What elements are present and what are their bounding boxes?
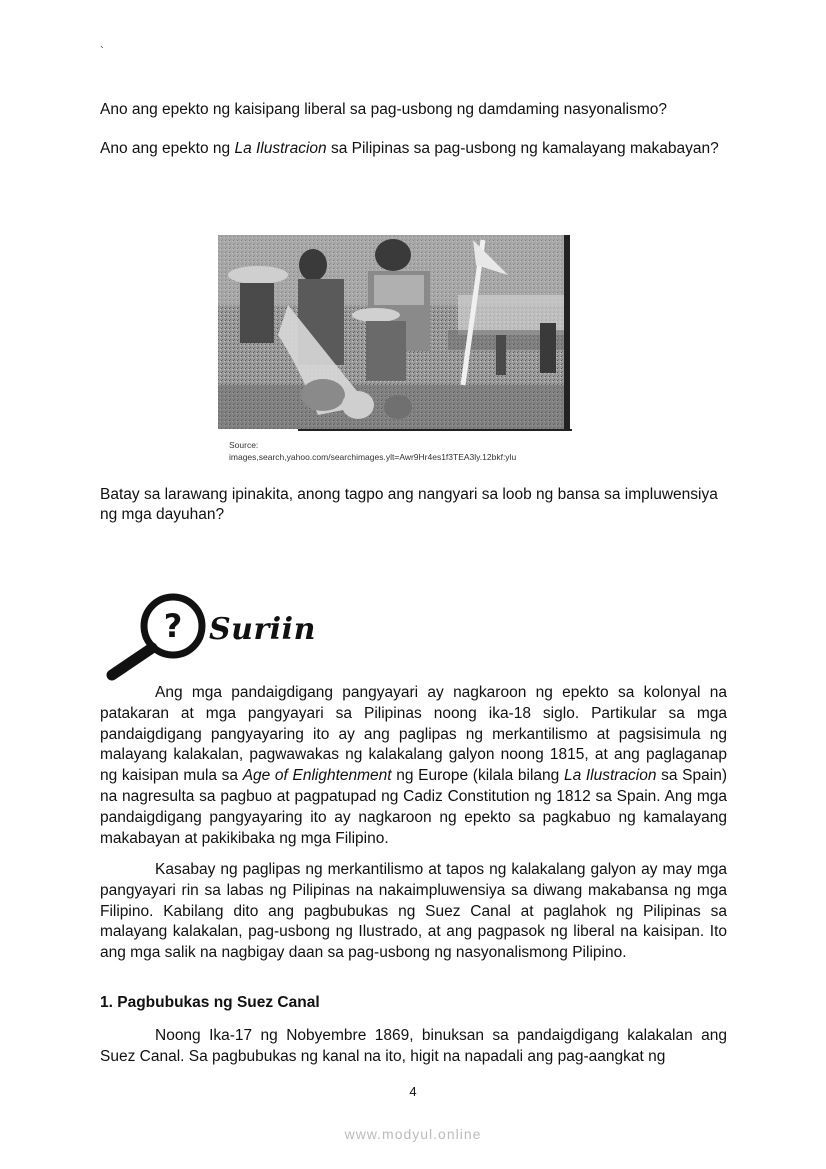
question-2-emphasis: La Ilustracion bbox=[234, 140, 327, 157]
watermark: www.modyul.online bbox=[344, 1126, 482, 1142]
page-number: 4 bbox=[409, 1084, 417, 1099]
svg-text:?: ? bbox=[163, 607, 183, 645]
figure-underline bbox=[298, 429, 572, 431]
p1-emphasis-ilustracion: La Ilustracion bbox=[563, 767, 657, 785]
question-2-text-a: Ano ang epekto ng bbox=[100, 140, 235, 157]
p1-emphasis-enlightenment: Age of Enlightenment bbox=[242, 767, 392, 785]
subheading-suez-canal: 1. Pagbubukas ng Suez Canal bbox=[100, 994, 320, 1011]
question-2 bbox=[100, 139, 720, 159]
p1-text-a: Ang mga pandaigdigang pangyayari ay nagkaroon ng epekto sa kolonyal na patakaran at mga pangyayari sa Pilipinas noong ika-18 siglo. Partikular sa mga pandaigdigang pangyayaring ito ay ang paglipas ng merkantilismo at pagsisimula ng malayang kalakalan, pagwawakas ng kalakalang galyon noong 1815, at ang paglaganap ng kaisipan mula sa bbox=[100, 684, 727, 785]
stray-tick-mark: ` bbox=[100, 44, 104, 58]
image-source-caption bbox=[229, 439, 516, 463]
paragraph-intro bbox=[100, 683, 727, 849]
source-url: images,search,yahoo.com/searchimages.ylt=Awr9Hr4es1f3TEA3ly.12bkf:ylu bbox=[229, 452, 517, 462]
magnifier-question-icon bbox=[100, 593, 210, 683]
question-2-text-b: sa Pilipinas sa pag-usbong ng kamalayang makabayan? bbox=[326, 140, 719, 157]
historical-illustration bbox=[218, 235, 570, 429]
p1-text-b: ng Europe (kilala bilang bbox=[391, 767, 564, 785]
p1-text-c: sa Spain) na nagresulta sa pagbuo at pagpatupad ng Cadiz Constitution ng 1812 sa Spain. Ang mga pandaigdigang pangyayaring ito ay nagkaroon ng epekto sa pagkabuo ng kamalayang makabayan at pakikibaka ng mga Filipino. bbox=[100, 767, 727, 847]
paragraph-kasabay: Kasabay ng paglipas ng merkantilismo at tapos ng kalakalang galyon ay may mga pangyayari rin sa labas ng Pilipinas na nakaimpluwensiya sa diwang makabansa ng mga Filipino. Kabilang dito ang pagbubukas ng Suez Canal at paglahok ng Pilipinas sa malayang kalakalan, pag-usbong ng Ilustrado, at ang pagpasok ng liberal na kaisipan. Ito ang mga salik na nagbigay daan sa pag-usbong ng nasyonalismong Pilipino. bbox=[100, 861, 727, 962]
paragraph-suez: Noong Ika-17 ng Nobyembre 1869, binuksan sa pandaigdigang kalakalan ang Suez Canal. Sa pagbubukas ng kanal na ito, higit na napadali ang pag-aangkat ng bbox=[100, 1027, 727, 1065]
section-title: Suriin bbox=[209, 612, 316, 647]
source-label: Source: bbox=[229, 440, 259, 450]
question-1: Ano ang epekto ng kaisipang liberal sa pag-usbong ng damdaming nasyonalismo? bbox=[100, 101, 667, 118]
question-3: Batay sa larawang ipinakita, anong tagpo ang nangyari sa loob ng bansa sa impluwensiya ng mga dayuhan? bbox=[100, 486, 718, 523]
